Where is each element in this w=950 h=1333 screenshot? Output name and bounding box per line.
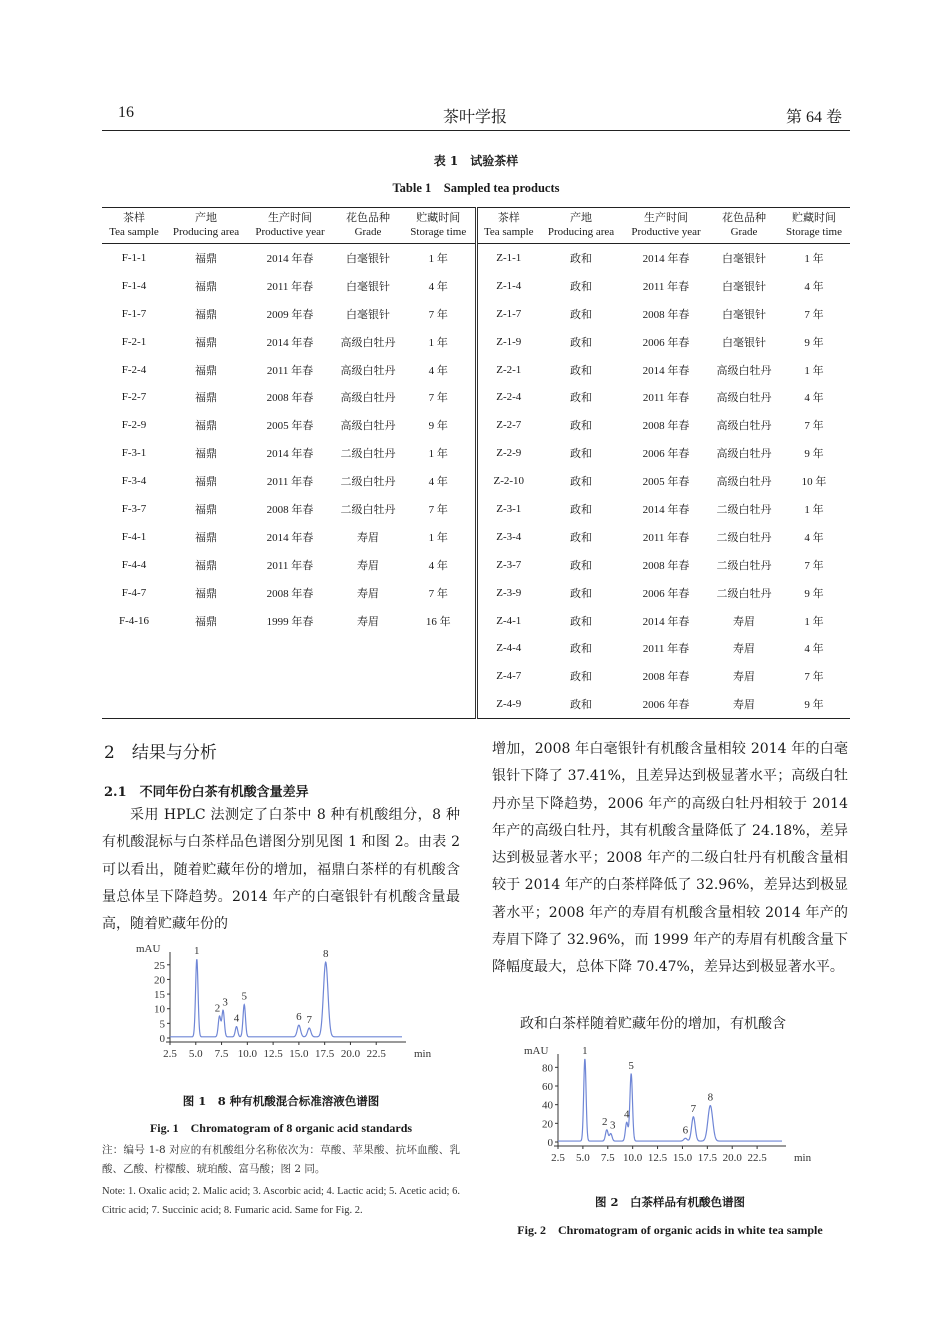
x-tick-label: 17.5 xyxy=(697,1152,717,1164)
table-cell xyxy=(246,662,334,690)
table-cell: Z-3-4 xyxy=(496,530,522,543)
table-cell: 寿眉 xyxy=(733,643,755,656)
table-cell: 7 年 xyxy=(804,559,824,572)
column-header-left-5 xyxy=(402,208,476,244)
table-cell: Z-3-7 xyxy=(496,558,522,571)
chromatogram-trace xyxy=(170,959,402,1037)
table-cell: 白毫银针 xyxy=(722,280,766,293)
x-tick-label: 22.5 xyxy=(366,1048,386,1060)
volume-label: 第 64 卷 xyxy=(785,109,842,126)
chromatogram-trace xyxy=(558,1059,782,1141)
table-cell: 2014 年春 xyxy=(266,252,314,265)
table-row xyxy=(102,356,850,384)
table-cell: 2011 年春 xyxy=(642,531,690,544)
table-cell: 9 年 xyxy=(402,411,476,439)
column-header-zh: 贮藏时间 xyxy=(792,211,836,224)
table-cell: 2014 年春 xyxy=(266,531,314,544)
peak-label-2: 2 xyxy=(602,1115,608,1128)
table-cell: 政和 xyxy=(570,531,592,544)
peak-label-6: 6 xyxy=(296,1011,302,1024)
x-tick-label: 12.5 xyxy=(647,1152,668,1164)
table-cell: 政和 xyxy=(570,615,592,628)
y-axis-label: mAU xyxy=(524,1045,549,1057)
table-cell: 政和 xyxy=(570,476,592,489)
table-cell: 16 年 xyxy=(402,607,476,635)
table-cell: 2006 年春 xyxy=(642,336,690,349)
peak-label-3: 3 xyxy=(222,996,228,1009)
table-cell xyxy=(334,634,402,662)
table-cell: 白毫银针 xyxy=(722,308,766,321)
y-tick-label: 80 xyxy=(542,1062,553,1075)
table-cell: Z-4-4 xyxy=(496,642,522,655)
table-cell: 7 年 xyxy=(804,308,824,321)
table-cell: 1 年 xyxy=(804,252,824,265)
table-cell xyxy=(102,690,166,718)
table-cell: 二级白牡丹 xyxy=(716,531,772,544)
table-cell: 寿眉 xyxy=(357,615,379,628)
table-cell: 福鼎 xyxy=(195,420,217,433)
table-cell: 寿眉 xyxy=(733,615,755,628)
table-row xyxy=(102,244,850,272)
x-tick-label: 12.5 xyxy=(263,1048,283,1060)
table-cell: 高级白牡丹 xyxy=(716,392,772,405)
table-cell xyxy=(402,634,476,662)
table-cell: 福鼎 xyxy=(195,252,217,265)
column-header-en: Producing area xyxy=(547,226,615,238)
table-cell: 2005 年春 xyxy=(266,420,314,433)
table-cell: 福鼎 xyxy=(195,476,217,489)
x-axis-label: min xyxy=(794,1152,812,1164)
section-heading: 2 结果与分析 xyxy=(104,743,217,763)
table-cell: F-2-1 xyxy=(121,335,147,348)
table-cell: Z-2-9 xyxy=(496,447,522,460)
table-cell: F-4-16 xyxy=(119,614,149,627)
column-header-right-1 xyxy=(476,208,540,244)
table-cell: Z-2-10 xyxy=(493,475,525,488)
table-cell: 1999 年春 xyxy=(266,615,314,628)
column-header-zh: 产地 xyxy=(195,211,217,224)
column-header-right-4 xyxy=(710,208,778,244)
table1-caption-zh: 表 1 试验茶样 xyxy=(433,154,519,168)
column-header-zh: 贮藏时间 xyxy=(416,211,461,224)
table-cell: 9 年 xyxy=(804,336,824,349)
table-cell: 高级白牡丹 xyxy=(340,392,396,405)
y-tick-label: 0 xyxy=(547,1137,553,1149)
column-header-en: Tea sample xyxy=(109,226,159,238)
table-header-row xyxy=(102,208,850,244)
table-cell: 二级白牡丹 xyxy=(716,559,772,572)
table-cell: 1 年 xyxy=(402,244,476,272)
table-cell: 高级白牡丹 xyxy=(716,476,772,489)
table-cell: 政和 xyxy=(570,308,592,321)
x-tick-label: 15.0 xyxy=(672,1152,693,1164)
table-cell: 4 年 xyxy=(402,356,476,384)
table-cell: Z-1-4 xyxy=(496,279,522,292)
x-tick-label: 22.5 xyxy=(747,1152,767,1164)
table-cell: 政和 xyxy=(570,448,592,461)
peak-label-8: 8 xyxy=(707,1091,714,1104)
x-tick-label: 20.0 xyxy=(340,1048,361,1060)
x-tick-label: 10.0 xyxy=(623,1152,643,1164)
table-cell: 7 年 xyxy=(804,420,824,433)
table-cell: 2014 年春 xyxy=(266,448,314,461)
table-cell: 1 年 xyxy=(804,364,824,377)
table-cell: 1 年 xyxy=(402,439,476,467)
column-header-right-3 xyxy=(622,208,710,244)
table-cell: 1 年 xyxy=(402,523,476,551)
table-cell: 政和 xyxy=(570,392,592,405)
column-header-right-2 xyxy=(540,208,622,244)
table-cell: 政和 xyxy=(570,587,592,600)
table-cell: Z-2-7 xyxy=(496,419,522,432)
table-cell: 2009 年春 xyxy=(266,308,314,321)
peak-label-6: 6 xyxy=(682,1124,689,1137)
table-cell xyxy=(166,634,246,662)
table-cell: 政和 xyxy=(570,671,592,684)
table1-caption-en: Table 1 Sampled tea products xyxy=(392,181,560,195)
table-cell: 2011 年春 xyxy=(642,392,690,405)
table-cell: 2008 年春 xyxy=(642,559,690,572)
table-cell: 2008 年春 xyxy=(266,587,314,600)
table-cell: 白毫银针 xyxy=(346,252,390,265)
table-cell: 白毫银针 xyxy=(722,336,766,349)
table-cell: 4 年 xyxy=(402,272,476,300)
peak-label-3: 3 xyxy=(610,1119,616,1132)
table-row xyxy=(102,300,850,328)
y-axis-label: mAU xyxy=(136,943,161,955)
table-cell: 寿眉 xyxy=(733,671,755,684)
table-cell: 白毫银针 xyxy=(346,280,390,293)
y-tick-label: 0 xyxy=(159,1033,165,1045)
figure1-caption-zh: 图 1 8 种有机酸混合标准溶液色谱图 xyxy=(182,1094,380,1108)
table-cell: 政和 xyxy=(570,643,592,656)
table-cell: 2014 年春 xyxy=(266,336,314,349)
peak-label-1: 1 xyxy=(582,1044,588,1057)
table-cell: 福鼎 xyxy=(195,503,217,516)
table-cell: 高级白牡丹 xyxy=(716,448,772,461)
figure1-caption-en: Fig. 1 Chromatogram of 8 organic acid standards xyxy=(149,1121,413,1135)
table-cell: F-2-7 xyxy=(121,391,147,404)
header-rule xyxy=(102,130,850,131)
table-cell xyxy=(102,662,166,690)
table-cell: 二级白牡丹 xyxy=(340,476,396,489)
peak-label-5: 5 xyxy=(241,990,247,1003)
table-cell: 2005 年春 xyxy=(642,476,690,489)
table-cell: 2014 年春 xyxy=(642,615,690,628)
right-paragraph: 增加，2008 年白毫银针有机酸含量相较 2014 年的白毫银针下降了 37.41%，且差异达到极显著水平；高级白牡丹亦呈下降趋势，2006 年产的高级白牡丹相较于 2014 年产的高级白牡丹，其有机酸含量降低了 24.18%，差异达到极显著水平；2008 年产的二级白牡丹有机酸含量相较于 2014 年产的白茶样降低了 32.96%，差异达到极显著水平；2008 年产的寿眉有机酸含量相较 2014 年产的寿眉下降了 32.96%，而 1999 年产的寿眉有机酸含量下降幅度最大，总体下降 70.47%，差异达到极显著水平。 xyxy=(492,741,848,976)
table-cell xyxy=(334,662,402,690)
peak-label-8: 8 xyxy=(322,948,329,961)
y-tick-label: 20 xyxy=(542,1118,553,1131)
table-cell: Z-2-4 xyxy=(496,391,522,404)
table-cell: F-3-4 xyxy=(121,475,147,488)
table-row xyxy=(102,634,850,662)
journal-name: 茶叶学报 xyxy=(442,109,507,126)
peak-label-1: 1 xyxy=(194,945,200,958)
table-cell: F-1-7 xyxy=(121,307,147,320)
table-cell: 7 年 xyxy=(402,579,476,607)
table-cell: 福鼎 xyxy=(195,280,217,293)
table-cell: 2014 年春 xyxy=(642,364,690,377)
column-header-zh: 茶样 xyxy=(497,211,520,224)
column-header-en: Producing area xyxy=(172,226,240,238)
table-row xyxy=(102,662,850,690)
table-cell: F-2-4 xyxy=(121,363,147,376)
table-cell: 二级白牡丹 xyxy=(340,503,396,516)
column-header-en: Productive year xyxy=(631,226,701,238)
table-cell xyxy=(166,690,246,718)
x-tick-label: 7.5 xyxy=(600,1152,615,1164)
table-cell: F-3-7 xyxy=(121,502,147,515)
table-cell xyxy=(102,634,166,662)
table-cell: 政和 xyxy=(570,420,592,433)
column-header-zh: 花色品种 xyxy=(346,211,390,224)
table-cell: 10 年 xyxy=(801,476,827,489)
table-cell: 寿眉 xyxy=(357,531,379,544)
x-tick-label: 15.0 xyxy=(289,1048,309,1060)
table-cell: F-4-7 xyxy=(121,586,147,599)
table-row xyxy=(102,690,850,718)
left-paragraph: 采用 HPLC 法测定了白茶中 8 种有机酸组分，8 种有机酸混标与白茶样品色谱图分别见图 1 和图 2。由表 2 可以看出，随着贮藏年份的增加，福鼎白茶样的有机酸含量总体呈下降趋势。2014 年产的白毫银针有机酸含量最高，随着贮藏年份的 xyxy=(102,807,460,933)
table-cell: 2008 年春 xyxy=(642,671,690,684)
table-cell: 福鼎 xyxy=(195,615,217,628)
table-cell: 福鼎 xyxy=(195,448,217,461)
table-cell: 福鼎 xyxy=(195,364,217,377)
table-cell: 2011 年春 xyxy=(642,643,690,656)
x-tick-label: 5.0 xyxy=(576,1152,590,1164)
table-cell: 2011 年春 xyxy=(266,280,314,293)
table-cell: 福鼎 xyxy=(195,336,217,349)
x-tick-label: 20.0 xyxy=(722,1152,742,1164)
table-cell: 2011 年春 xyxy=(266,364,314,377)
peak-label-2: 2 xyxy=(214,1002,221,1015)
table-cell: Z-1-9 xyxy=(496,335,522,348)
table-cell: 白毫银针 xyxy=(346,308,390,321)
table-row xyxy=(102,383,850,411)
table-cell: Z-2-1 xyxy=(496,363,522,376)
table-cell: 二级白牡丹 xyxy=(340,448,396,461)
table-cell: 7 年 xyxy=(804,671,824,684)
table-cell: Z-4-9 xyxy=(476,690,540,718)
peak-label-4: 4 xyxy=(233,1012,240,1025)
peak-label-5: 5 xyxy=(628,1059,634,1072)
table-row xyxy=(102,607,850,635)
table-row xyxy=(102,551,850,579)
figure2-chromatogram xyxy=(520,1040,820,1170)
table-cell: 政和 xyxy=(570,503,592,516)
table-cell: 白毫银针 xyxy=(722,252,766,265)
y-tick-label: 20 xyxy=(154,974,165,987)
column-header-zh: 生产时间 xyxy=(644,211,688,224)
table-cell xyxy=(246,634,334,662)
table-cell: 高级白牡丹 xyxy=(340,336,396,349)
table-cell: 2008 年春 xyxy=(266,392,314,405)
table-cell: 二级白牡丹 xyxy=(716,587,772,600)
column-header-en: Productive year xyxy=(255,226,325,238)
table-cell: 寿眉 xyxy=(357,559,379,572)
table-cell: 2006 年春 xyxy=(642,587,690,600)
x-tick-label: 2.5 xyxy=(551,1152,565,1164)
table-cell: 高级白牡丹 xyxy=(340,364,396,377)
table-row xyxy=(102,523,850,551)
table-cell: 2008 年春 xyxy=(642,420,690,433)
table-row xyxy=(102,411,850,439)
column-header-left-1 xyxy=(102,208,166,244)
sampled-tea-table xyxy=(102,207,850,719)
table-row xyxy=(102,328,850,356)
table-cell: 二级白牡丹 xyxy=(716,503,772,516)
table-cell: 4 年 xyxy=(804,643,824,656)
table-cell: Z-1-1 xyxy=(496,251,522,264)
table-cell: 高级白牡丹 xyxy=(716,364,772,377)
table-cell: 福鼎 xyxy=(195,531,217,544)
table-cell: 4 年 xyxy=(804,392,824,405)
y-tick-label: 40 xyxy=(542,1099,553,1112)
table-cell xyxy=(402,662,476,690)
table-cell: Z-3-1 xyxy=(496,502,522,515)
table-cell: 高级白牡丹 xyxy=(340,420,396,433)
table-cell: 高级白牡丹 xyxy=(716,420,772,433)
table-cell: F-1-1 xyxy=(121,251,147,264)
table-cell: 政和 xyxy=(540,690,622,718)
table-cell: 4 年 xyxy=(402,551,476,579)
table-cell: 福鼎 xyxy=(195,587,217,600)
x-tick-label: 10.0 xyxy=(237,1048,257,1060)
column-header-right-5 xyxy=(778,208,850,244)
x-tick-label: 5.0 xyxy=(188,1048,203,1060)
table-cell xyxy=(246,690,334,718)
table-cell xyxy=(402,690,476,718)
column-header-left-4 xyxy=(334,208,402,244)
table-cell: 7 年 xyxy=(402,300,476,328)
table-cell: 2006 年春 xyxy=(642,448,690,461)
column-header-en: Storage time xyxy=(410,226,467,238)
table-cell xyxy=(166,662,246,690)
table-cell: 7 年 xyxy=(402,383,476,411)
table-row xyxy=(102,439,850,467)
table-cell xyxy=(334,690,402,718)
y-tick-label: 25 xyxy=(154,959,165,972)
table-cell: 1 年 xyxy=(804,615,824,628)
table-cell: 1 年 xyxy=(402,328,476,356)
x-tick-label: 17.5 xyxy=(315,1048,335,1060)
table-cell: F-4-4 xyxy=(121,558,147,571)
table-cell: 4 年 xyxy=(804,531,824,544)
table-body xyxy=(102,244,850,719)
table-cell: 2008 年春 xyxy=(642,308,690,321)
y-tick-label: 15 xyxy=(154,989,165,1002)
table-row xyxy=(102,495,850,523)
figure1-chromatogram xyxy=(132,938,432,1068)
column-header-en: Storage time xyxy=(786,226,842,238)
table-cell: 政和 xyxy=(570,336,592,349)
y-tick-label: 10 xyxy=(154,1003,165,1016)
table-cell: 9 年 xyxy=(804,587,824,600)
y-tick-label: 60 xyxy=(542,1081,553,1093)
peak-label-7: 7 xyxy=(690,1102,697,1115)
peak-label-4: 4 xyxy=(623,1108,630,1121)
table-cell: Z-4-7 xyxy=(496,670,522,683)
x-axis-label: min xyxy=(414,1048,432,1060)
table-cell: 7 年 xyxy=(402,495,476,523)
column-header-zh: 生产时间 xyxy=(268,211,312,224)
table-cell: 2011 年春 xyxy=(266,476,314,489)
table-cell: 2008 年春 xyxy=(266,503,314,516)
subsection-heading: 2.1 不同年份白茶有机酸含量差异 xyxy=(104,785,309,800)
table-cell: 寿眉 xyxy=(710,690,778,718)
figure1-note-zh: 注：编号 1-8 对应的有机酸组分名称依次为：草酸、苹果酸、抗坏血酸、乳酸、乙酸、柠檬酸、琥珀酸、富马酸；图 2 同。 xyxy=(102,1144,460,1175)
right-paragraph-2: 政和白茶样随着贮藏年份的增加，有机酸含 xyxy=(520,1016,786,1032)
peak-label-7: 7 xyxy=(306,1014,312,1027)
table-cell: 4 年 xyxy=(402,467,476,495)
figure2-caption-en: Fig. 2 Chromatogram of organic acids in white tea sample xyxy=(517,1223,823,1237)
x-tick-label: 7.5 xyxy=(214,1048,229,1060)
table-cell: F-3-1 xyxy=(121,447,147,460)
table-cell: 2014 年春 xyxy=(642,252,690,265)
table-cell: 政和 xyxy=(570,252,592,265)
table-cell: Z-4-1 xyxy=(496,614,522,627)
column-header-en: Tea sample xyxy=(483,226,534,238)
table-cell: F-1-4 xyxy=(121,279,147,292)
figure2-caption-zh: 图 2 白茶样品有机酸色谱图 xyxy=(594,1195,745,1209)
page-number: 16 xyxy=(118,104,134,121)
table-cell: 4 年 xyxy=(804,280,824,293)
table-cell: 2011 年春 xyxy=(642,280,690,293)
column-header-en: Grade xyxy=(730,226,758,238)
table-row xyxy=(102,467,850,495)
table-cell: 寿眉 xyxy=(357,587,379,600)
table-cell: 2006 年春 xyxy=(622,690,710,718)
table-cell: Z-3-9 xyxy=(496,586,522,599)
column-header-zh: 花色品种 xyxy=(722,211,766,224)
x-tick-label: 2.5 xyxy=(163,1048,177,1060)
column-header-zh: 茶样 xyxy=(123,211,145,224)
table-cell: 9 年 xyxy=(778,690,850,718)
table-cell: 2014 年春 xyxy=(642,503,690,516)
table-cell: 政和 xyxy=(570,559,592,572)
table-cell: Z-1-7 xyxy=(496,307,522,320)
table-cell: 政和 xyxy=(570,280,592,293)
table-cell: 1 年 xyxy=(804,503,824,516)
column-header-left-2 xyxy=(166,208,246,244)
table-cell: F-4-1 xyxy=(121,530,147,543)
table-row xyxy=(102,579,850,607)
column-header-en: Grade xyxy=(354,226,382,238)
table-cell: 政和 xyxy=(570,364,592,377)
table-cell: 9 年 xyxy=(804,448,824,461)
table-cell: 福鼎 xyxy=(195,392,217,405)
table-cell: F-2-9 xyxy=(121,419,147,432)
column-header-zh: 产地 xyxy=(570,211,592,224)
column-header-left-3 xyxy=(246,208,334,244)
figure1-note-en: Note: 1. Oxalic acid; 2. Malic acid; 3. Ascorbic acid; 4. Lactic acid; 5. Acetic acid; 6. Citric acid; 7. Succinic acid; 8. Fumaric acid. Same for Fig. 2. xyxy=(102,1186,460,1216)
y-tick-label: 5 xyxy=(159,1018,165,1031)
table-row xyxy=(102,272,850,300)
table-cell: 福鼎 xyxy=(195,559,217,572)
table-cell: 2011 年春 xyxy=(266,559,314,572)
table-cell: 福鼎 xyxy=(195,308,217,321)
